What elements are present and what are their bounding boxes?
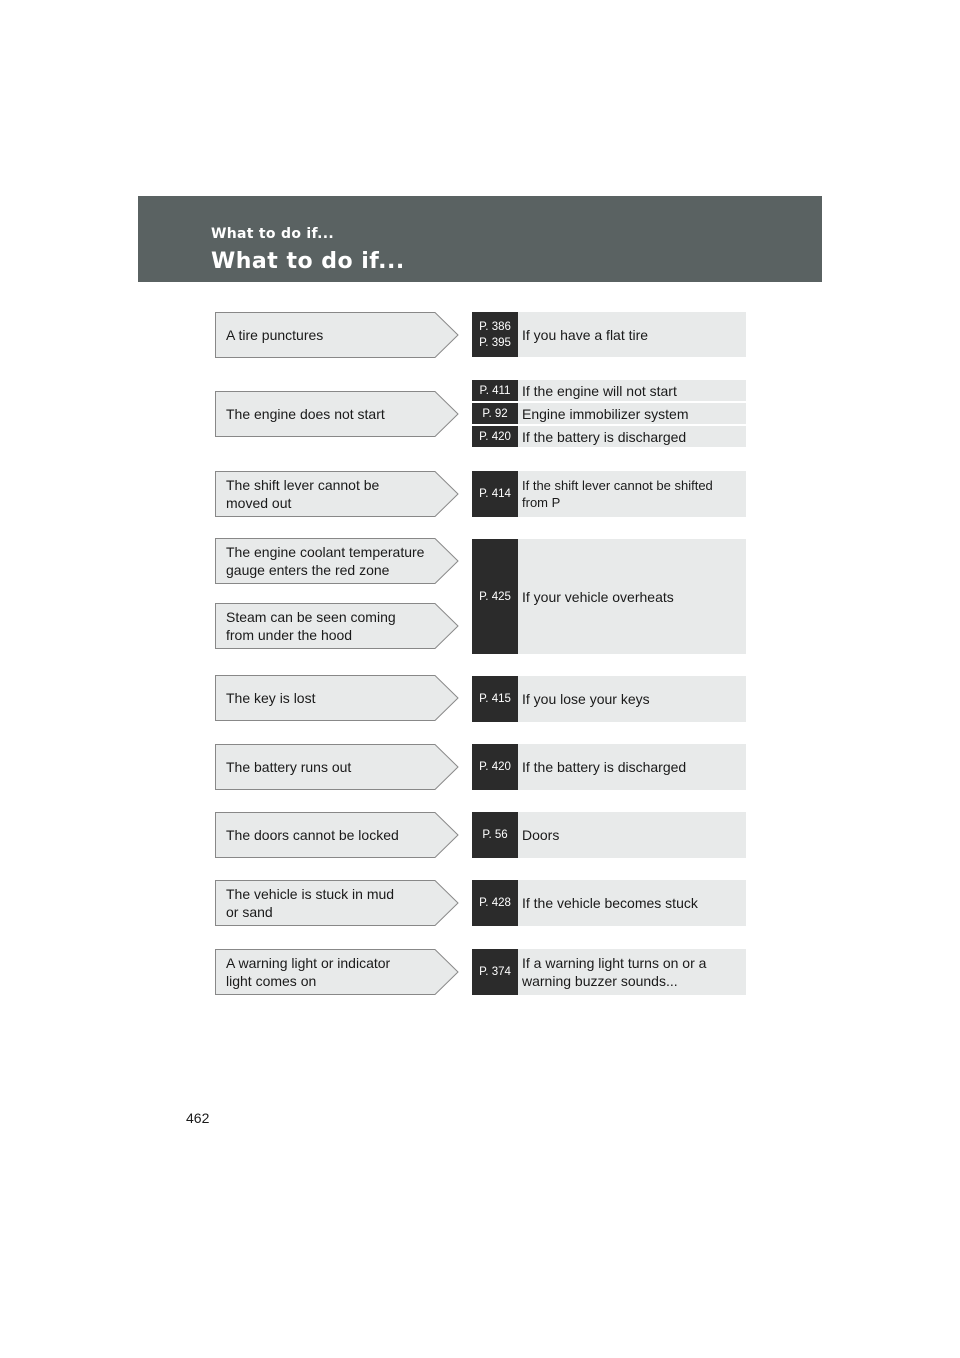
result-overheats[interactable]	[472, 539, 746, 654]
page-ref	[472, 312, 518, 357]
result-label: Doors	[522, 827, 560, 843]
result-label: If the shift lever cannot be shifted from P	[522, 478, 713, 510]
page-number: 462	[186, 1110, 210, 1126]
situation-warning-light	[215, 949, 459, 995]
result-shift-lever[interactable]	[472, 471, 746, 517]
situation-tire-punctures	[215, 312, 459, 358]
situation-key-lost	[215, 675, 459, 721]
page-ref: P. 374	[472, 949, 518, 995]
result-label: If the engine will not start	[522, 382, 677, 399]
result-engine-immobilizer[interactable]	[472, 403, 746, 424]
page-ref: P. 428	[472, 880, 518, 926]
situation-label: The engine coolant temperature gauge enters the red zone	[226, 544, 425, 578]
situation-label: The battery runs out	[226, 759, 352, 775]
situation-label: A tire punctures	[226, 327, 324, 343]
situation-battery-runs-out	[215, 744, 459, 790]
situation-steam-from-hood	[215, 603, 459, 649]
page-ref: P. 92	[472, 403, 518, 424]
situation-engine-not-start	[215, 391, 459, 437]
page-ref: P. 420	[472, 744, 518, 790]
result-battery-discharged-2[interactable]	[472, 744, 746, 790]
situation-shift-lever	[215, 471, 459, 517]
result-label: If you have a flat tire	[522, 326, 649, 343]
result-vehicle-stuck[interactable]	[472, 880, 746, 926]
page-ref: P. 420	[472, 426, 518, 447]
situation-label: The shift lever cannot be moved out	[226, 477, 380, 511]
result-label: If the vehicle becomes stuck	[522, 895, 698, 911]
situation-stuck-in-mud	[215, 880, 459, 926]
page-ref: P. 425	[472, 539, 518, 654]
situation-label: Steam can be seen coming from under the hood	[226, 609, 396, 643]
result-label: If you lose your keys	[522, 691, 650, 707]
situation-label: The engine does not start	[226, 406, 385, 422]
section-header	[138, 196, 822, 282]
result-label: Engine immobilizer system	[522, 405, 689, 422]
result-label: If the battery is discharged	[522, 759, 687, 775]
situation-coolant-red-zone	[215, 538, 459, 584]
page-ref: P. 414	[472, 471, 518, 517]
page-ref: P. 56	[472, 812, 518, 858]
result-doors[interactable]	[472, 812, 746, 858]
page-ref-label: P. 395	[479, 336, 511, 349]
page-title: What to do if...	[211, 249, 405, 274]
situation-label: The key is lost	[226, 690, 316, 706]
result-warning-light[interactable]	[472, 949, 746, 995]
situation-label: The doors cannot be locked	[226, 827, 399, 843]
result-label: If the battery is discharged	[522, 428, 687, 445]
result-lose-keys[interactable]	[472, 676, 746, 722]
result-label: If your vehicle overheats	[522, 588, 674, 605]
page-ref: P. 411	[472, 380, 518, 401]
result-label: If a warning light turns on or a warning buzzer sounds...	[522, 955, 707, 989]
result-battery-discharged[interactable]	[472, 426, 746, 447]
page-ref-label: P. 386	[479, 320, 511, 333]
section-label: What to do if...	[211, 226, 334, 242]
result-flat-tire[interactable]	[472, 312, 746, 357]
situation-doors-not-locked	[215, 812, 459, 858]
situation-label: A warning light or indicator light comes on	[226, 955, 391, 989]
situation-label: The vehicle is stuck in mud or sand	[226, 886, 395, 920]
result-engine-will-not-start[interactable]	[472, 380, 746, 401]
page-ref: P. 415	[472, 676, 518, 722]
